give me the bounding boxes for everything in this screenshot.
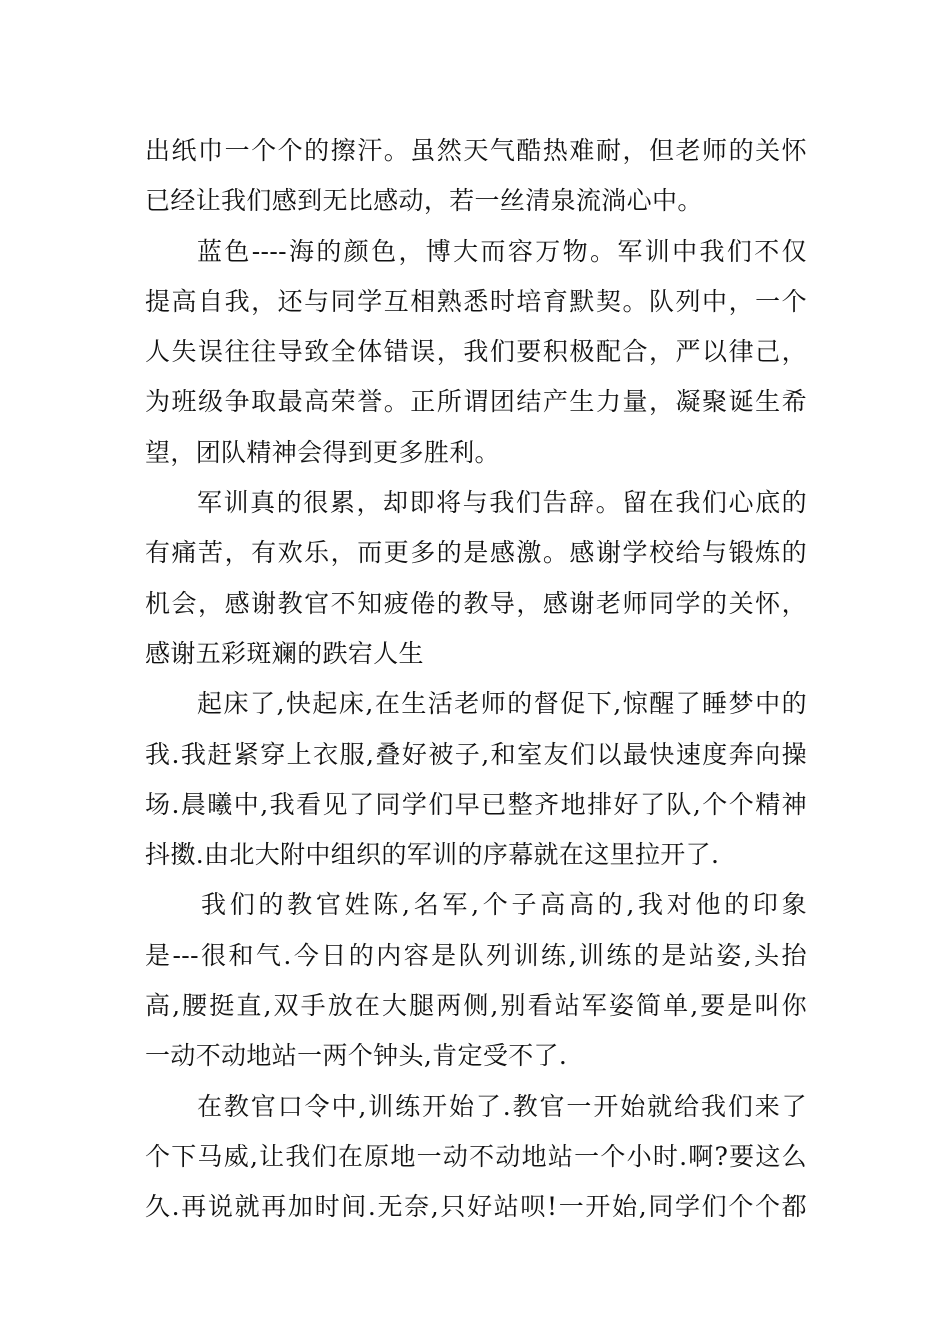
paragraph-6 — [145, 1082, 807, 1233]
text-line: 人失误往往导致全体错误，我们要积极配合，严以律己， — [145, 337, 807, 367]
text-line: 高,腰挺直,双手放在大腿两侧,别看站军姿简单,要是叫你 — [145, 991, 807, 1021]
document-body — [145, 126, 807, 1233]
text-line: 为班级争取最高荣誉。正所谓团结产生力量，凝聚诞生希 — [145, 387, 807, 417]
text-line: 有痛苦，有欢乐，而更多的是感激。感谢学校给与锻炼的 — [145, 538, 807, 568]
text-line: 是---很和气.今日的内容是队列训练,训练的是站姿,头抬 — [145, 940, 807, 970]
text-line: 望，团队精神会得到更多胜利。 — [145, 437, 500, 467]
paragraph-5 — [145, 880, 807, 1081]
text-line: 军训真的很累，却即将与我们告辞。留在我们心底的 — [197, 488, 807, 518]
text-line: 机会，感谢教官不知疲倦的教导，感谢老师同学的关怀， — [145, 588, 807, 618]
text-line: 一动不动地站一两个钟头,肯定受不了. — [145, 1041, 568, 1071]
text-line: 出纸巾一个个的擦汗。虽然天气酷热难耐，但老师的关怀 — [145, 136, 807, 165]
text-line: 感谢五彩斑斓的跌宕人生 — [145, 638, 424, 668]
text-line: 蓝色----海的颜色，博大而容万物。军训中我们不仅 — [197, 236, 807, 266]
paragraph-4 — [145, 679, 807, 880]
text-line: 抖擞.由北大附中组织的军训的序幕就在这里拉开了. — [145, 840, 720, 870]
text-line: 我.我赶紧穿上衣服,叠好被子,和室友们以最快速度奔向操 — [145, 739, 807, 769]
paragraph-3 — [145, 478, 807, 679]
text-line: 起床了,快起床,在生活老师的督促下,惊醒了睡梦中的 — [197, 689, 807, 719]
text-line: 久.再说就再加时间.无奈,只好站呗!一开始,同学们个个都 — [145, 1192, 807, 1222]
text-line: 场.晨曦中,我看见了同学们早已整齐地排好了队,个个精神 — [145, 789, 807, 819]
text-line: 已经让我们感到无比感动，若一丝清泉流淌心中。 — [145, 186, 703, 216]
text-line: 个下马威,让我们在原地一动不动地站一个小时.啊?要这么 — [145, 1141, 807, 1171]
text-line: 在教官口令中,训练开始了.教官一开始就给我们来了 — [197, 1091, 807, 1121]
text-line: 提高自我，还与同学互相熟悉时培育默契。队列中，一个 — [145, 286, 807, 316]
paragraph-1 — [145, 126, 807, 227]
text-line: 我们的教官姓陈,名军,个子高高的,我对他的印象 — [201, 890, 807, 920]
paragraph-2 — [145, 227, 807, 478]
